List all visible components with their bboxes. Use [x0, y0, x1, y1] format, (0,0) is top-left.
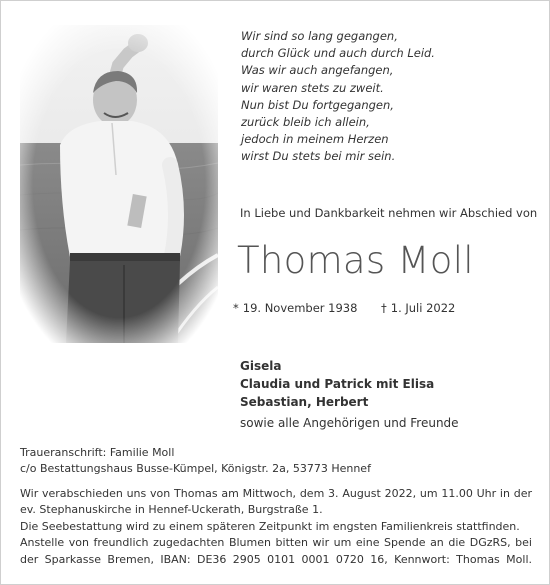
poem-line: jedoch in meinem Herzen [241, 132, 389, 147]
notice-paragraph: Wir verabschieden uns von Thomas am Mittwoch, dem 3. August 2022, um 11.00 Uhr in der ev. Stephanuskirche in Hennef-Uckerath, Burgstraße 1. [20, 487, 532, 517]
poem-line: durch Glück und auch durch Leid. [241, 46, 435, 61]
poem-line: Was wir auch angefangen, [241, 63, 394, 78]
address-line: c/o Bestattungshaus Busse-Kümpel, Königstr. 2a, 53773 Hennef [20, 462, 371, 475]
mourner-line: Claudia und Patrick mit Elisa [240, 377, 435, 391]
funeral-notice [20, 486, 532, 568]
notice-paragraph: Anstelle von freundlich zugedachten Blumen bitten wir um eine Spende an die DGzRS, bei der Sparkasse Bremen, IBAN: DE36 2905 0101 0001 0720 16, Kennwort: Thomas Moll. [20, 536, 532, 566]
death-symbol: † [381, 301, 387, 315]
poem-line: zurück bleib ich allein, [241, 115, 370, 130]
portrait-photo [20, 25, 218, 343]
birth-symbol: * [233, 301, 239, 315]
notice-paragraph: Die Seebestattung wird zu einem späteren Zeitpunkt im engsten Familienkreis stattfinden. [20, 519, 520, 533]
farewell-intro: In Liebe und Dankbarkeit nehmen wir Abschied von [240, 206, 538, 220]
poem [241, 28, 541, 166]
death-date: 1. Juli 2022 [390, 301, 456, 315]
mourner-line: Sebastian, Herbert [240, 395, 369, 409]
birth-date-group [233, 301, 357, 315]
life-dates [233, 301, 533, 317]
mourning-address [20, 445, 540, 477]
death-date-group [381, 301, 455, 315]
birth-date: 19. November 1938 [242, 301, 358, 315]
mourner-line: sowie alle Angehörigen und Freunde [240, 416, 459, 430]
poem-line: Nun bist Du fortgegangen, [241, 97, 394, 112]
mourner-line: Gisela [240, 359, 282, 373]
mourners [240, 357, 540, 432]
poem-line: wirst Du stets bei mir sein. [241, 149, 396, 164]
poem-line: wir waren stets zu zweit. [241, 80, 384, 95]
deceased-name: Thomas Moll [237, 239, 474, 282]
address-line: Traueranschrift: Familie Moll [20, 446, 175, 459]
poem-line: Wir sind so lang gegangen, [241, 29, 398, 43]
